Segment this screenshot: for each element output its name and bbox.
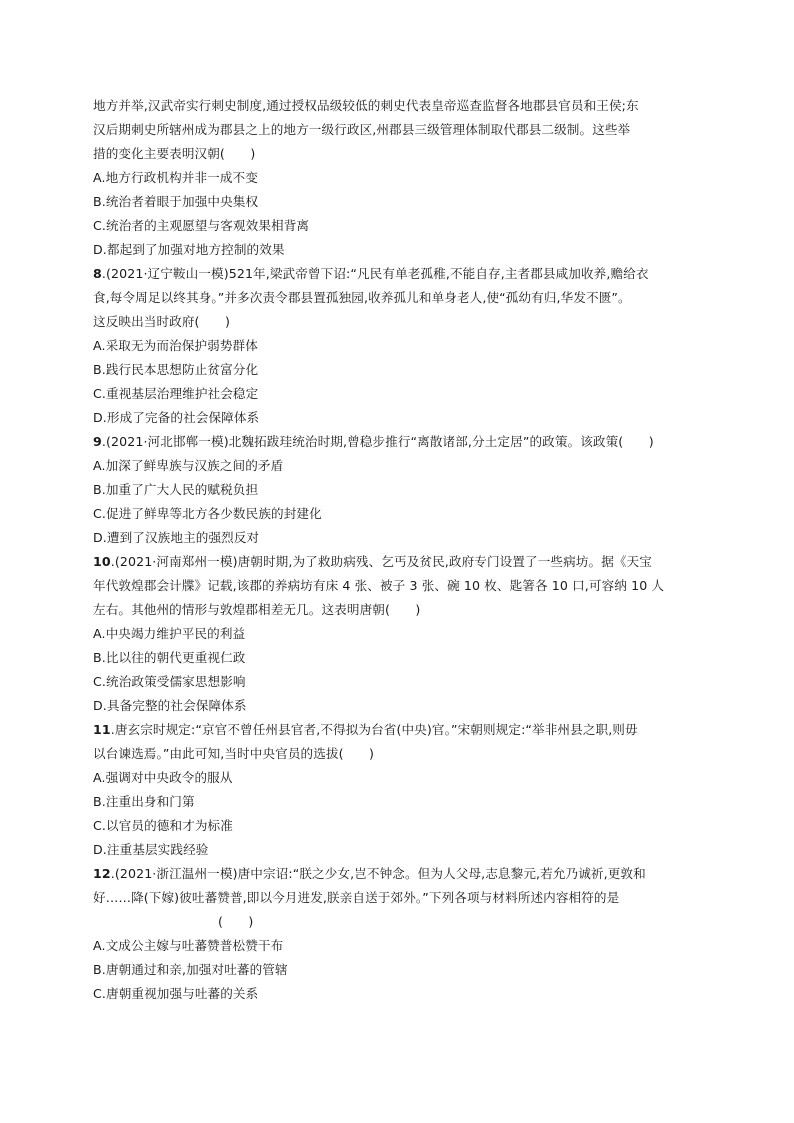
stem-line: 措的变化主要表明汉朝( ) [93, 146, 256, 161]
option-a: A.地方行政机构并非一成不变 [93, 170, 258, 185]
stem-line: 地方并举,汉武帝实行刺史制度,通过授权品级较低的刺史代表皇帝巡查监督各地郡县官员和王侯;东 [93, 98, 639, 113]
question-10 [93, 550, 711, 718]
option-c: C.统治政策受儒家思想影响 [93, 674, 246, 689]
page-content [93, 94, 711, 1006]
option-d: D.注重基层实践经验 [93, 842, 209, 857]
question-number: 8 [93, 266, 102, 281]
option-a: A.中央竭力维护平民的利益 [93, 626, 246, 641]
option-a: A.文成公主嫁与吐蕃赞普松赞干布 [93, 938, 284, 953]
stem-line: 9.(2021·河北邯郸一模)北魏拓跋珪统治时期,曾稳步推行“离散诸部,分土定居”的政策。该政策( ) [93, 434, 654, 449]
option-b: B.统治者着眼于加强中央集权 [93, 194, 259, 209]
option-d: D.具备完整的社会保障体系 [93, 698, 247, 713]
question-number: 11 [93, 722, 111, 737]
question-8 [93, 262, 711, 430]
stem-line: 10.(2021·河南郑州一模)唐朝时期,为了救助病残、乞丐及贫民,政府专门设置了一些病坊。据《天宝 [93, 554, 652, 569]
option-c: C.统治者的主观愿望与客观效果相背离 [93, 218, 310, 233]
stem-line: 11.唐玄宗时规定:“京官不曾任州县官者,不得拟为台省(中央)官。”宋朝则规定:“举非州县之职,则毋 [93, 722, 638, 737]
stem-line: 12.(2021·浙江温州一模)唐中宗诏:“朕之少女,岂不钟念。但为人父母,志息黎元,若允乃诚祈,更敦和 [93, 866, 646, 881]
option-c: C.促进了鲜卑等北方各少数民族的封建化 [93, 506, 322, 521]
stem-line: 好……降(下嫁)彼吐蕃赞普,即以今月进发,朕亲自送于郊外。”下列各项与材料所述内容相符的是 [93, 890, 620, 905]
stem-line: 汉后期刺史所辖州成为郡县之上的地方一级行政区,州郡县三级管理体制取代郡县二级制。这些举 [93, 122, 631, 137]
option-a: A.强调对中央政令的服从 [93, 770, 233, 785]
option-a: A.加深了鲜卑族与汉族之间的矛盾 [93, 458, 284, 473]
option-d: D.都起到了加强对地方控制的效果 [93, 242, 285, 257]
question-7-continued [93, 94, 711, 262]
option-b: B.比以往的朝代更重视仁政 [93, 650, 246, 665]
question-number: 10 [93, 554, 111, 569]
option-c: C.以官员的德和才为标准 [93, 818, 233, 833]
option-b: B.唐朝通过和亲,加强对吐蕃的管辖 [93, 962, 288, 977]
stem-line: 年代敦煌郡会计牒》记载,该郡的养病坊有床 4 张、被子 3 张、碗 10 枚、匙箸各 10 口,可容纳 10 人 [93, 578, 665, 593]
answer-blank: ( ) [218, 914, 254, 929]
option-c: C.重视基层治理维护社会稳定 [93, 386, 259, 401]
stem-line: 食,每令周足以终其身。”并多次责令郡县置孤独园,收养孤儿和单身老人,使“孤幼有归,华发不匮”。 [93, 290, 631, 305]
question-12 [93, 862, 711, 1006]
stem-line: 这反映出当时政府( ) [93, 314, 230, 329]
stem-line: 左右。其他州的情形与敦煌郡相差无几。这表明唐朝( ) [93, 602, 421, 617]
option-b: B.践行民本思想防止贫富分化 [93, 362, 259, 377]
option-c: C.唐朝重视加强与吐蕃的关系 [93, 986, 259, 1001]
option-d: D.遭到了汉族地主的强烈反对 [93, 530, 260, 545]
option-b: B.注重出身和门第 [93, 794, 195, 809]
option-b: B.加重了广大人民的赋税负担 [93, 482, 259, 497]
stem-line: 以台谏选焉。”由此可知,当时中央官员的选拔( ) [93, 746, 375, 761]
question-9 [93, 430, 711, 550]
question-number: 9 [93, 434, 102, 449]
stem-line: 8.(2021·辽宁鞍山一模)521年,梁武帝曾下诏:“凡民有单老孤稚,不能自存,主者郡县咸加收养,赡给衣 [93, 266, 649, 281]
option-a: A.采取无为而治保护弱势群体 [93, 338, 258, 353]
option-d: D.形成了完备的社会保障体系 [93, 410, 260, 425]
question-number: 12 [93, 866, 111, 881]
question-11 [93, 718, 711, 862]
